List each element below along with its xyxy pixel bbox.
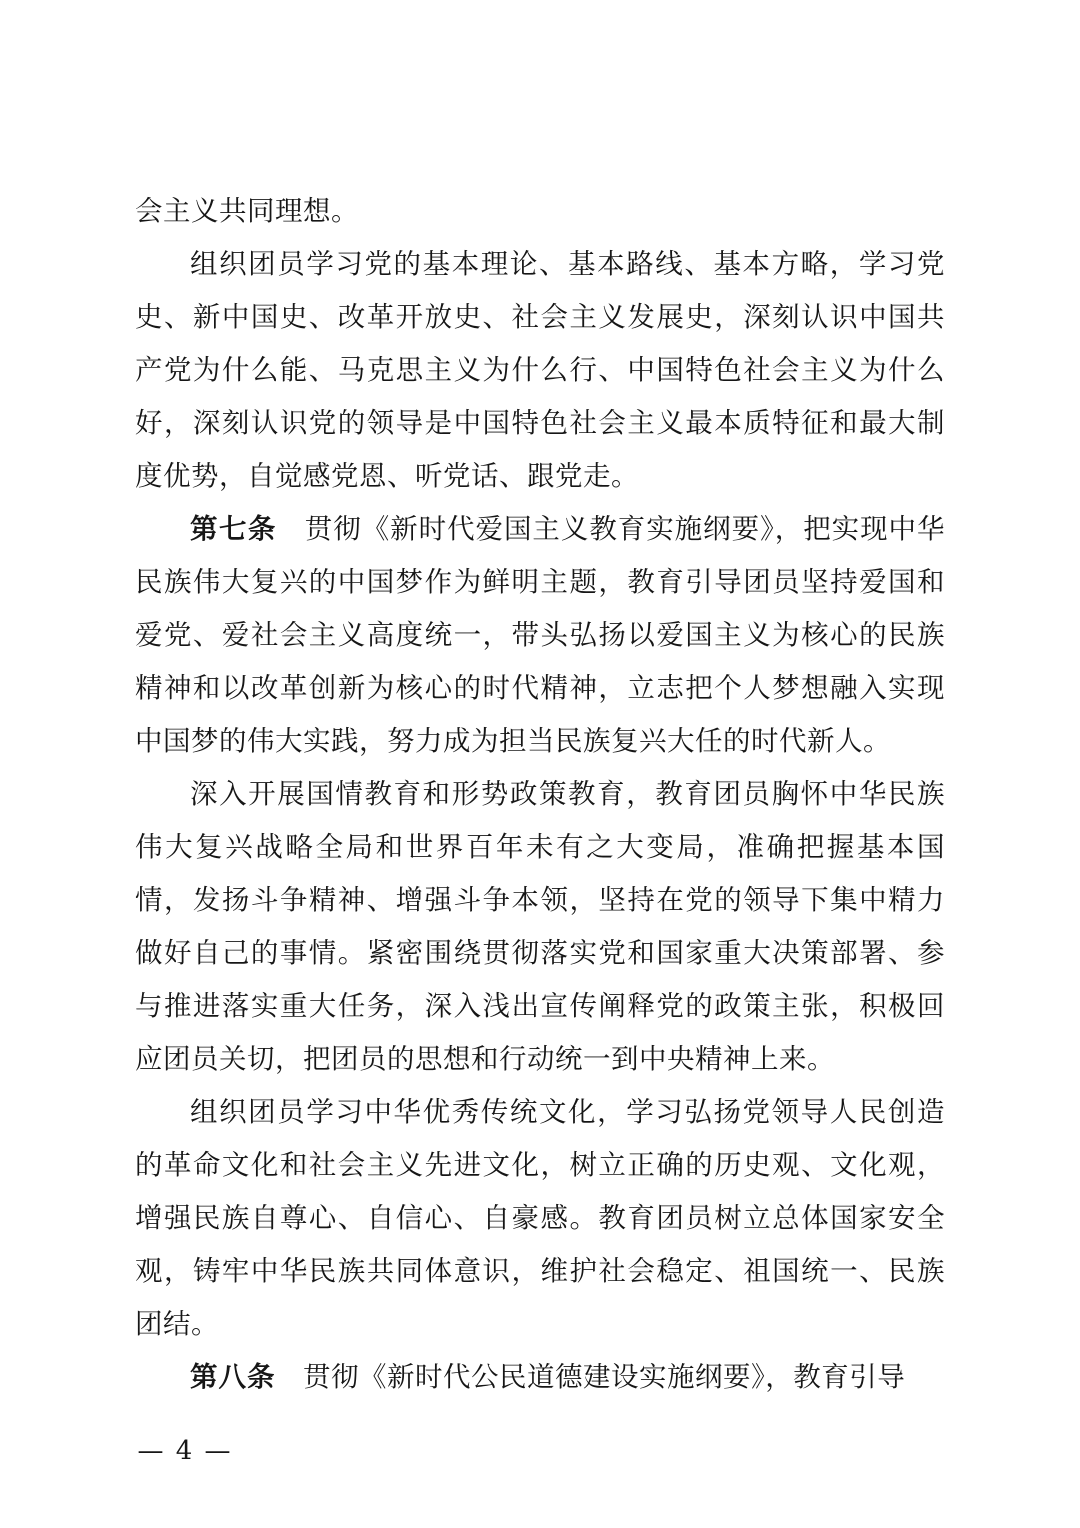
paragraph-continuation: 会主义共同理想。 xyxy=(135,195,359,227)
article-8-text: 贯彻《新时代公民道德建设实施纲要》，教育引导 xyxy=(303,1361,906,1393)
article-label-8: 第八条 xyxy=(190,1361,276,1393)
paragraph-article-8 xyxy=(135,1351,945,1404)
paragraph-traditional-culture: 组织团员学习中华优秀传统文化，学习弘扬党领导人民创造的革命文化和社会主义先进文化，树立正确的历史观、文化观，增强民族自尊心、自信心、自豪感。教育团员树立总体国家安全观，铸牢中华民族共同体意识，维护社会稳定、祖国统一、民族团结。 xyxy=(135,1096,945,1340)
article-7-text: 贯彻《新时代爱国主义教育实施纲要》，把实现中华民族伟大复兴的中国梦作为鲜明主题，教育引导团员坚持爱国和爱党、爱社会主义高度统一，带头弘扬以爱国主义为核心的民族精神和以改革创新为核心的时代精神，立志把个人梦想融入实现中国梦的伟大实践，努力成为担当民族复兴大任的时代新人。 xyxy=(135,513,946,757)
paragraph-study-party-theory: 组织团员学习党的基本理论、基本路线、基本方略，学习党史、新中国史、改革开放史、社会主义发展史，深刻认识中国共产党为什么能、马克思主义为什么行、中国特色社会主义为什么好，深刻认识党的领导是中国特色社会主义最本质特征和最大制度优势，自觉感党恩、听党话、跟党走。 xyxy=(135,248,945,492)
page-number xyxy=(0,1436,1080,1466)
paragraph-article-7 xyxy=(135,503,945,768)
article-label-7: 第七条 xyxy=(190,513,277,545)
page-number-value: — 4 — xyxy=(137,1436,233,1466)
paragraph-national-conditions: 深入开展国情教育和形势政策教育，教育团员胸怀中华民族伟大复兴战略全局和世界百年未有之大变局，准确把握基本国情，发扬斗争精神、增强斗争本领，坚持在党的领导下集中精力做好自己的事情。紧密围绕贯彻落实党和国家重大决策部署、参与推进落实重大任务，深入浅出宣传阐释党的政策主张，积极回应团员关切，把团员的思想和行动统一到中央精神上来。 xyxy=(135,778,945,1075)
document-body xyxy=(135,185,945,1404)
